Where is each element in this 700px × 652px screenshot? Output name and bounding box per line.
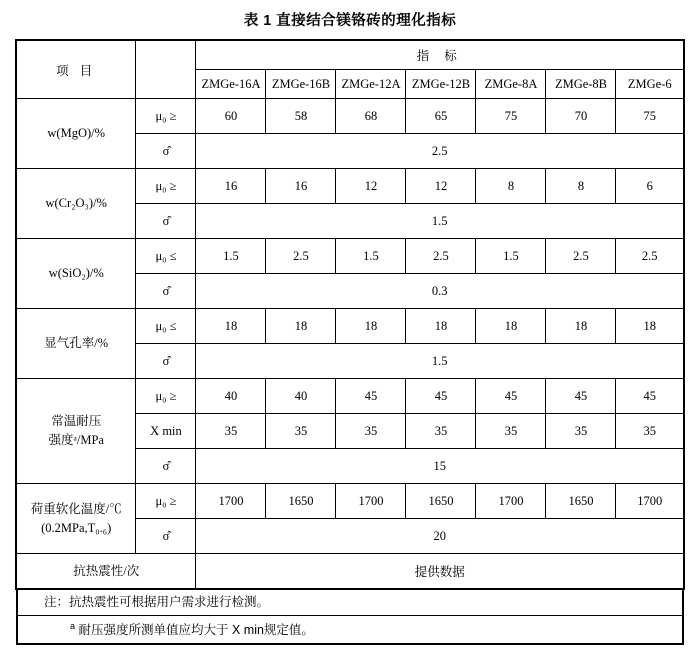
cell-value: 1650 [266,484,336,519]
cell-value: 1700 [196,484,266,519]
row-symbol: μ₀ ≥ [136,484,196,519]
cell-value: 35 [616,414,684,449]
cell-value: 1.5 [476,239,546,274]
column-header: ZMGe-12B [406,70,476,99]
cell-value: 60 [196,99,266,134]
row-label-line2: (0.2MPa,T₀.₆) [41,520,112,535]
row-symbol: σ̂ [136,204,196,239]
cell-value: 35 [266,414,336,449]
note-superscript: a [70,621,76,631]
table-row [16,99,684,134]
row-label: 显气孔率/% [16,309,136,379]
table-caption: 表 1 直接结合镁铬砖的理化指标 [243,13,457,29]
row-symbol: σ̂ [136,344,196,379]
cell-value: 18 [336,309,406,344]
column-header: ZMGe-8A [476,70,546,99]
cell-value: 1.5 [336,239,406,274]
cell-value: 70 [546,99,616,134]
table-row [16,169,684,204]
cell-value-span: 1.5 [196,204,684,239]
cell-value: 35 [196,414,266,449]
cell-value: 2.5 [406,239,476,274]
note-text: 耐压强度所测单值应均大于 X min规定值。 [78,623,314,638]
cell-value: 18 [406,309,476,344]
cell-value: 1700 [336,484,406,519]
cell-value: 75 [616,99,684,134]
column-header: ZMGe-12A [336,70,406,99]
cell-value: 8 [476,169,546,204]
cell-value: 1700 [616,484,684,519]
row-symbol: μ₀ ≤ [136,309,196,344]
cell-value: 1650 [406,484,476,519]
column-header: ZMGe-6 [616,70,684,99]
note-line-2 [18,616,682,643]
cell-value: 18 [196,309,266,344]
row-symbol: σ̂ [136,134,196,169]
row-symbol: σ̂ [136,519,196,554]
cell-value: 1700 [476,484,546,519]
cell-value: 68 [336,99,406,134]
row-label: 抗热震性/次 [16,554,196,590]
cell-value: 40 [196,379,266,414]
cell-value: 65 [406,99,476,134]
row-label: w(Cr₂O₃)/% [16,169,136,239]
cell-value: 16 [196,169,266,204]
cell-value: 35 [546,414,616,449]
cell-value: 18 [266,309,336,344]
cell-value: 8 [546,169,616,204]
row-symbol: σ̂ [136,274,196,309]
cell-value: 35 [476,414,546,449]
cell-value: 1650 [546,484,616,519]
cell-value: 58 [266,99,336,134]
cell-value: 45 [616,379,684,414]
cell-value-span: 20 [196,519,684,554]
cell-value: 40 [266,379,336,414]
cell-value: 12 [406,169,476,204]
row-symbol: σ̂ [136,449,196,484]
cell-value: 45 [336,379,406,414]
cell-value-span: 15 [196,449,684,484]
cell-value-span: 0.3 [196,274,684,309]
spec-table [15,39,685,590]
cell-value: 75 [476,99,546,134]
cell-value: 2.5 [266,239,336,274]
row-label-line1: 常温耐压 [51,414,102,429]
table-row [16,554,684,590]
table-header-row-1 [16,40,684,70]
row-label-line2: 强度ᵃ/MPa [48,433,104,447]
cell-value: 1.5 [196,239,266,274]
table-notes [16,590,684,645]
row-symbol: X min [136,414,196,449]
header-item: 项 目 [16,40,136,99]
note-line-1: 注：抗热震性可根据用户需求进行检测。 [18,590,682,616]
column-header: ZMGe-8B [546,70,616,99]
cell-value: 6 [616,169,684,204]
row-symbol: μ₀ ≥ [136,379,196,414]
table-row [16,239,684,274]
cell-value: 45 [546,379,616,414]
cell-value: 35 [406,414,476,449]
row-label: w(SiO₂)/% [16,239,136,309]
row-symbol: μ₀ ≥ [136,169,196,204]
cell-value: 35 [336,414,406,449]
column-header: ZMGe-16B [266,70,336,99]
row-label [16,484,136,554]
table-row [16,484,684,519]
cell-value: 2.5 [616,239,684,274]
cell-value: 45 [476,379,546,414]
row-label [16,379,136,484]
table-row [16,379,684,414]
row-label: w(MgO)/% [16,99,136,169]
cell-value: 18 [476,309,546,344]
cell-value: 45 [406,379,476,414]
table-row [16,309,684,344]
cell-value: 2.5 [546,239,616,274]
column-header: ZMGe-16A [196,70,266,99]
row-symbol: μ₀ ≤ [136,239,196,274]
cell-value: 16 [266,169,336,204]
cell-value-span: 2.5 [196,134,684,169]
cell-value-span: 提供数据 [196,554,684,590]
cell-value: 12 [336,169,406,204]
header-index: 指 标 [196,40,684,70]
cell-value: 18 [616,309,684,344]
row-label-line1: 荷重软化温度/℃ [30,501,122,516]
header-symbol-blank [136,40,196,99]
cell-value: 18 [546,309,616,344]
row-symbol: μ₀ ≥ [136,99,196,134]
cell-value-span: 1.5 [196,344,684,379]
